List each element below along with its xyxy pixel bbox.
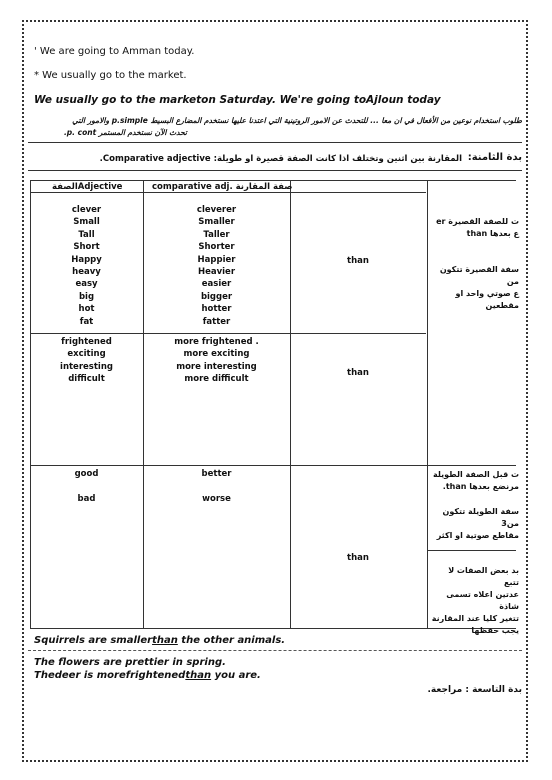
group-2-comparatives — [143, 336, 290, 386]
example-sentence-2: The flowers are prettier in spring. — [34, 657, 226, 668]
adjective-cell: hot — [78, 304, 95, 315]
comparative-cell: bigger — [200, 291, 233, 302]
rule-note-irregular: بد بعض الصفات لا تتبع عدتين اعلاه تسمى شاذة تتغير كليا عند المقارنة يجب حفظها — [431, 566, 519, 635]
adjective-cell: Tall — [78, 229, 95, 240]
adjective-cell: bad — [77, 493, 96, 504]
comparative-cell: fatter — [202, 316, 231, 327]
comparative-cell: more frightened . — [174, 337, 259, 347]
rule-note-long-definition: سفة الطويلة تتكون من3 مقاطع صوتية او اكثر — [436, 507, 519, 540]
arabic-note-row-2: تحدث الآن نستخدم المستمر p. cont. — [63, 128, 187, 137]
adjective-cell: fat — [79, 316, 94, 327]
rule-note-short-er: ت للصفة القصيرة er ع بعدها than — [436, 217, 519, 238]
table-top-border — [30, 180, 516, 181]
section-9-title: بدة التاسعة : مراجعة. — [427, 685, 522, 695]
divider-top — [28, 142, 522, 143]
intro-line-2: * We usually go to the market. — [34, 70, 187, 81]
group-2-adjectives — [30, 336, 143, 386]
group-1-adjectives — [30, 204, 143, 328]
adjective-cell: Small — [73, 217, 100, 228]
comparative-cell: Heavier — [197, 267, 236, 278]
adjective-cell: easy — [75, 279, 98, 290]
comparative-cell: Taller — [203, 229, 230, 240]
example-sentence-3: Thedeer is morefrightenedthan you are. — [34, 670, 261, 681]
comparative-cell: more exciting — [183, 349, 250, 360]
comparative-cell — [143, 480, 290, 492]
comparative-cell: easier — [201, 279, 232, 290]
adjective-cell: exciting — [67, 349, 106, 360]
group-1-comparatives — [143, 204, 290, 328]
adjective-cell: interesting — [60, 361, 113, 372]
rule-note-long-more: ت قبل الصفة الطويلة مرنضع بعدها than. — [433, 470, 519, 491]
table-col-line-3 — [427, 180, 428, 628]
adjective-cell: heavy — [72, 267, 101, 278]
than-label-2: than — [347, 368, 369, 378]
table-note-line — [427, 550, 516, 551]
table-header-line — [30, 192, 426, 193]
header-comparative: comparative adj. صفة المقارنة — [152, 182, 293, 192]
table-row-line-1 — [30, 333, 426, 334]
comparative-cell: Shorter — [198, 242, 235, 253]
comparative-cell: hotter — [201, 304, 232, 315]
arabic-note-row-1: طلوب استخدام نوعين من الأفعال في ان معا ... للتحدث عن الامور الروتينية التي اعتدنا عليها نستخدم المضارع البسيط p.simple والامور التي — [72, 116, 522, 125]
header-adjective: الصفةAdjective — [52, 182, 123, 192]
intro-line-1: ' We are going to Amman today. — [34, 46, 195, 57]
adjective-cell: Short — [73, 242, 100, 253]
adjective-cell: difficult — [68, 374, 105, 385]
adjective-cell: clever — [71, 205, 102, 215]
example-divider — [28, 650, 522, 651]
rule-note-short-definition: سفة القصيرة تتكون من ع صوتي واحد او مقطعين — [439, 265, 519, 310]
comparative-cell: Smaller — [198, 217, 235, 228]
example-sentence-1: Squirrels are smallerthan the other animals. — [34, 635, 286, 646]
group-3-adjectives — [30, 468, 143, 505]
adjective-cell: big — [78, 291, 95, 302]
than-label-1: than — [347, 256, 369, 266]
adjective-cell: frightened — [61, 337, 112, 347]
comparative-cell: worse — [202, 493, 231, 504]
adjective-cell: Happy — [71, 254, 102, 265]
comparative-cell: better — [201, 469, 232, 479]
divider-section-8 — [28, 170, 522, 171]
table-col-line-2 — [290, 180, 291, 628]
comparative-cell: Happier — [197, 254, 236, 265]
comparative-cell: more interesting — [176, 361, 257, 372]
adjective-cell: good — [74, 469, 99, 479]
section-8-title: بدة الثامنة: — [467, 152, 522, 163]
comparative-cell: cleverer — [196, 205, 237, 215]
adjective-cell — [30, 480, 143, 492]
group-3-comparatives — [143, 468, 290, 505]
table-row-line-2 — [30, 465, 516, 466]
comparative-cell: more difficult — [184, 374, 249, 385]
section-8-description: المقارنة بين اثنين وتختلف اذا كانت الصفة قصيرة او طويلة: Comparative adjective. — [99, 154, 462, 164]
than-label-3: than — [347, 553, 369, 563]
intro-line-3: We usually go to the marketon Saturday. We're going toAjloun today — [34, 94, 441, 106]
